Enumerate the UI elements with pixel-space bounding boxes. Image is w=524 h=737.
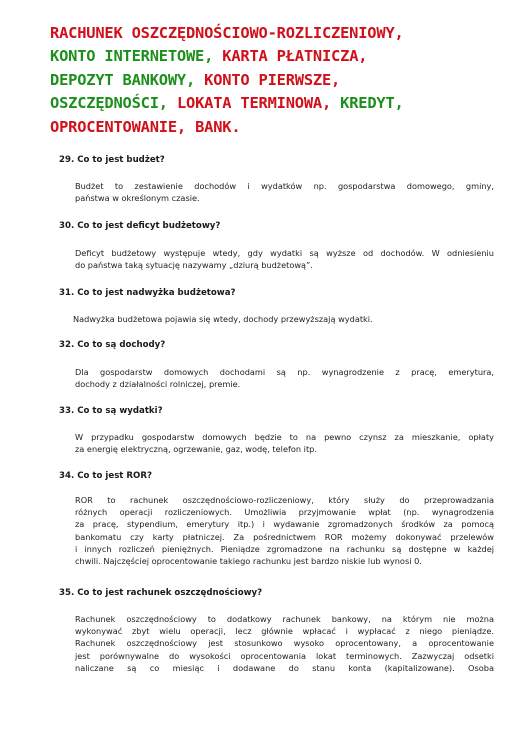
answer-line: Budżet to zestawienie dochodów i wydatków np. gospodarstwa domowego, gminy, [75, 181, 494, 191]
header-line-2 [50, 45, 510, 68]
keywords-header [50, 22, 510, 139]
answer-line: ROR to rachunek oszczędnościowo-rozliczeniowy, który służy do przeprowadzania [75, 495, 494, 505]
keyword: DEPOZYT BANKOWY, [50, 70, 205, 89]
answer-31 [73, 313, 492, 325]
keyword: RACHUNEK OSZCZĘDNOŚCIOWO-ROZLICZENIOWY, [50, 24, 404, 42]
answer-line: bankomatu czy karty płatniczej. Za pośrednictwem ROR możemy dokonywać przelewów [75, 531, 494, 542]
answer-29 [75, 180, 494, 204]
answer-line: dochody z działalności rolniczej, premie. [75, 379, 241, 390]
answer-line: za energię elektryczną, ogrzewanie, gaz, wodę, telefon itp. [75, 444, 317, 455]
question-29: 29. Co to jest budżet? [59, 155, 165, 165]
answer-line: wykonywać zbyt wielu operacji, lecz głównie wpłacać i wypłacać z niego pieniądze. [75, 626, 494, 637]
answer-32 [75, 366, 494, 390]
header-line-3 [50, 69, 510, 92]
header-line-4 [50, 92, 510, 115]
keyword: OSZCZĘDNOŚCI, [50, 94, 177, 113]
answer-line: jest porównywalne do wysokości oprocentowania lokat terminowych. Zazwyczaj odsetki [75, 650, 494, 661]
answer-line: Dla gospodarstw domowych dochodami są np. wynagrodzenie z pracę, emerytura, [75, 367, 494, 377]
question-30: 30. Co to jest deficyt budżetowy? [59, 221, 221, 231]
answer-35 [75, 613, 494, 674]
answer-line: naliczane są co miesiąc i dodawane do stanu konta (kapitalizowane). Osoba [75, 662, 494, 673]
header-line-1 [50, 22, 510, 45]
answer-line: Rachunek oszczędnościowy to dodatkowy rachunek bankowy, na którym nie można [75, 614, 494, 624]
header-line-5 [50, 116, 510, 139]
question-31: 31. Co to jest nadwyżka budżetowa? [59, 288, 236, 298]
keyword: KONTO PIERWSZE, [204, 70, 341, 89]
answer-34 [75, 494, 494, 567]
keyword: OPROCENTOWANIE, [50, 117, 196, 136]
keyword: KARTA PŁATNICZA, [222, 47, 368, 66]
answer-33 [75, 431, 494, 455]
answer-line: państwa w określonym czasie. [75, 193, 200, 204]
answer-line: różnych operacji rozliczeniowych. Umożliwia przyjmowanie wpłat (np. wynagrodzenia [75, 507, 494, 518]
keyword: KREDYT, [340, 94, 404, 113]
answer-line: Rachunek oszczędnościowy jest stosunkowo wysoko oprocentowany, a oprocentowanie [75, 638, 494, 649]
answer-line: za pracę, stypendium, emerytury itp.) i wydawanie zgromadzonych środków za pomocą [75, 519, 494, 530]
answer-line: chwili. Najczęściej oprocentowanie takiego rachunku jest bardzo niskie lub wynosi 0. [75, 556, 422, 567]
question-34: 34. Co to jest ROR? [59, 471, 152, 481]
answer-line: Deficyt budżetowy występuje wtedy, gdy wydatki są wyższe od dochodów. W odniesieniu [75, 248, 494, 258]
answer-line: W przypadku gospodarstw domowych będzie to na pewno czynsz za mieszkanie, opłaty [75, 432, 494, 442]
answer-30 [75, 247, 494, 271]
answer-line: Nadwyżka budżetowa pojawia się wtedy, dochody przewyższają wydatki. [73, 314, 373, 324]
question-32: 32. Co to są dochody? [59, 340, 166, 350]
keyword: BANK. [195, 117, 241, 136]
question-33: 33. Co to są wydatki? [59, 406, 163, 416]
keyword: KONTO INTERNETOWE, [50, 47, 223, 66]
question-35: 35. Co to jest rachunek oszczędnościowy? [59, 588, 263, 598]
keyword: LOKATA TERMINOWA, [176, 94, 341, 113]
answer-line: do państwa taką sytuację nazywamy „dziurą budżetową”. [75, 260, 313, 271]
answer-line: i innych rozliczeń pieniężnych. Pieniądze zgromadzone na rachunku są dostępne w każdej [75, 543, 494, 554]
